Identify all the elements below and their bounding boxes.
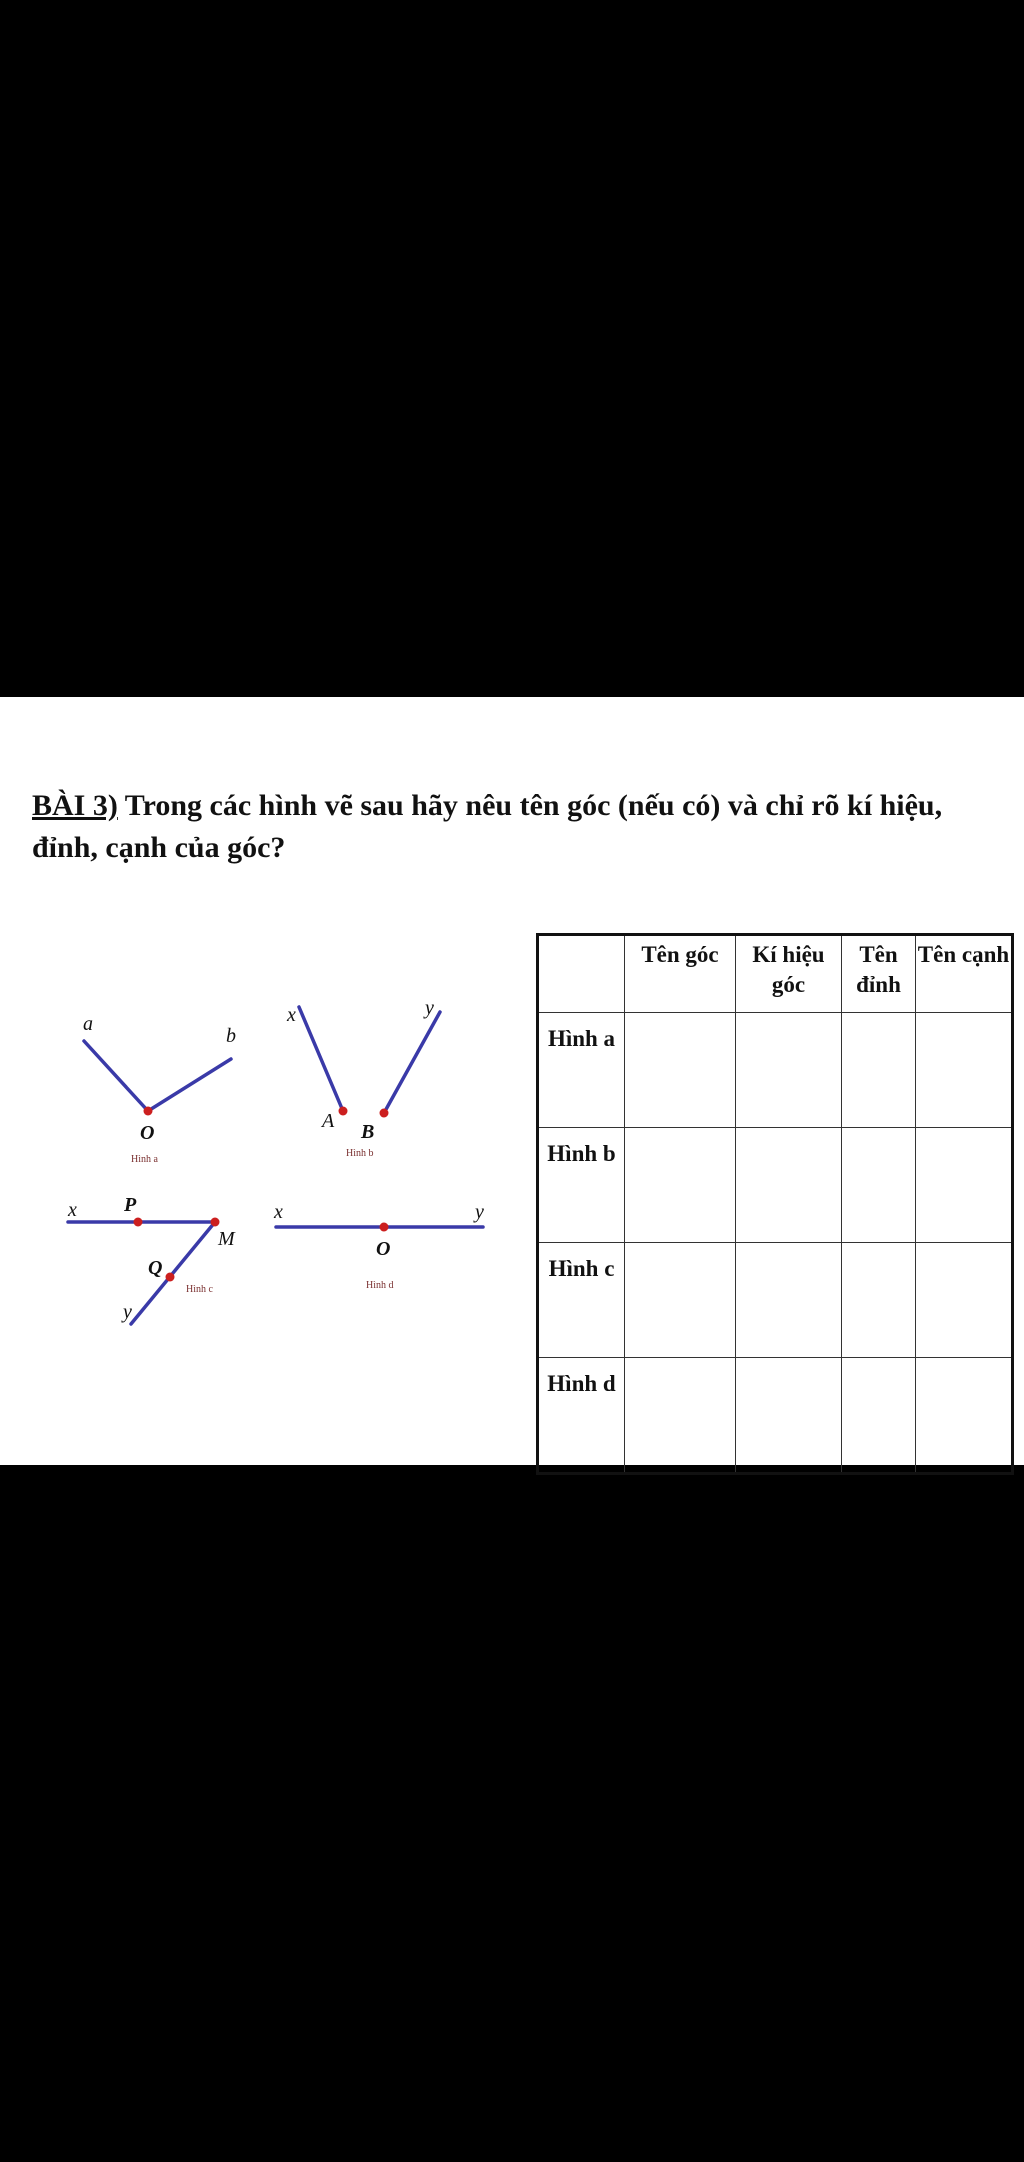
figure-a-label-o: O [140, 1122, 155, 1144]
row-label-hinh-c: Hình c [538, 1243, 625, 1358]
figure-a-ray-b [148, 1059, 231, 1111]
answer-cell[interactable] [916, 1013, 1013, 1128]
exercise-label: BÀI 3) [32, 789, 118, 822]
table-row [538, 1013, 1013, 1128]
table-row [538, 1358, 1013, 1474]
figure-b-ray-ax [299, 1007, 343, 1111]
table-header-corner [538, 935, 625, 1013]
figure-a-label-b: b [226, 1025, 236, 1047]
table-header-ki-hieu-goc: Kí hiệu góc [736, 935, 842, 1013]
figure-d-vertex-point [380, 1223, 389, 1232]
figure-a-vertex-point [144, 1107, 153, 1116]
exercise-text: Trong các hình vẽ sau hãy nêu tên góc (nếu có) và chỉ rõ kí hiệu, đỉnh, cạnh của góc? [32, 789, 943, 864]
figure-c-caption: Hình c [186, 1284, 213, 1295]
answer-cell[interactable] [916, 1243, 1013, 1358]
figure-a-ray-a [84, 1041, 148, 1111]
answer-cell[interactable] [842, 1128, 916, 1243]
figure-c-point-q [166, 1273, 175, 1282]
figure-b-label-a: A [322, 1110, 335, 1132]
answer-cell[interactable] [625, 1358, 736, 1474]
row-label-hinh-a: Hình a [538, 1013, 625, 1128]
figure-d-label-y: y [475, 1201, 484, 1223]
figure-b-label-y: y [425, 997, 434, 1019]
table-header-row [538, 935, 1013, 1013]
figures-canvas [0, 697, 520, 1465]
table-header-ten-canh: Tên cạnh [916, 935, 1013, 1013]
table-header-ten-goc: Tên góc [625, 935, 736, 1013]
answer-cell[interactable] [736, 1128, 842, 1243]
figure-d-label-o: O [376, 1238, 391, 1260]
answer-cell[interactable] [842, 1358, 916, 1474]
figure-d-label-x: x [274, 1201, 283, 1223]
table-row [538, 1243, 1013, 1358]
figure-b-label-x: x [287, 1004, 296, 1026]
answer-table [536, 933, 1014, 1475]
figure-c-label-m: M [218, 1228, 235, 1250]
answer-cell[interactable] [625, 1013, 736, 1128]
figure-c-label-x: x [68, 1199, 77, 1221]
answer-cell[interactable] [842, 1243, 916, 1358]
row-label-hinh-d: Hình d [538, 1358, 625, 1474]
answer-cell[interactable] [736, 1013, 842, 1128]
angle-figures [0, 697, 520, 1465]
answer-cell[interactable] [736, 1243, 842, 1358]
figure-d-caption: Hình d [366, 1280, 394, 1291]
figure-c-point-p [134, 1218, 143, 1227]
answer-cell[interactable] [916, 1358, 1013, 1474]
figure-b-label-b: B [361, 1121, 375, 1143]
figure-b-point-a [339, 1107, 348, 1116]
figure-c-ray-my [131, 1222, 215, 1324]
figure-b-caption: Hình b [346, 1148, 374, 1159]
figure-b-point-b [380, 1109, 389, 1118]
table-header-ten-dinh: Tên đỉnh [842, 935, 916, 1013]
answer-cell[interactable] [625, 1243, 736, 1358]
table-row [538, 1128, 1013, 1243]
figure-c-label-y: y [123, 1301, 132, 1323]
answer-cell[interactable] [625, 1128, 736, 1243]
answer-cell[interactable] [842, 1013, 916, 1128]
figure-c-label-q: Q [148, 1257, 163, 1279]
answer-cell[interactable] [916, 1128, 1013, 1243]
figure-c-label-p: P [124, 1194, 137, 1216]
row-label-hinh-b: Hình b [538, 1128, 625, 1243]
figure-a-caption: Hình a [131, 1154, 158, 1165]
figure-b-ray-by [384, 1012, 440, 1113]
worksheet [0, 697, 1024, 1465]
figure-c-point-m [211, 1218, 220, 1227]
answer-cell[interactable] [736, 1358, 842, 1474]
figure-a-label-a: a [83, 1013, 93, 1035]
